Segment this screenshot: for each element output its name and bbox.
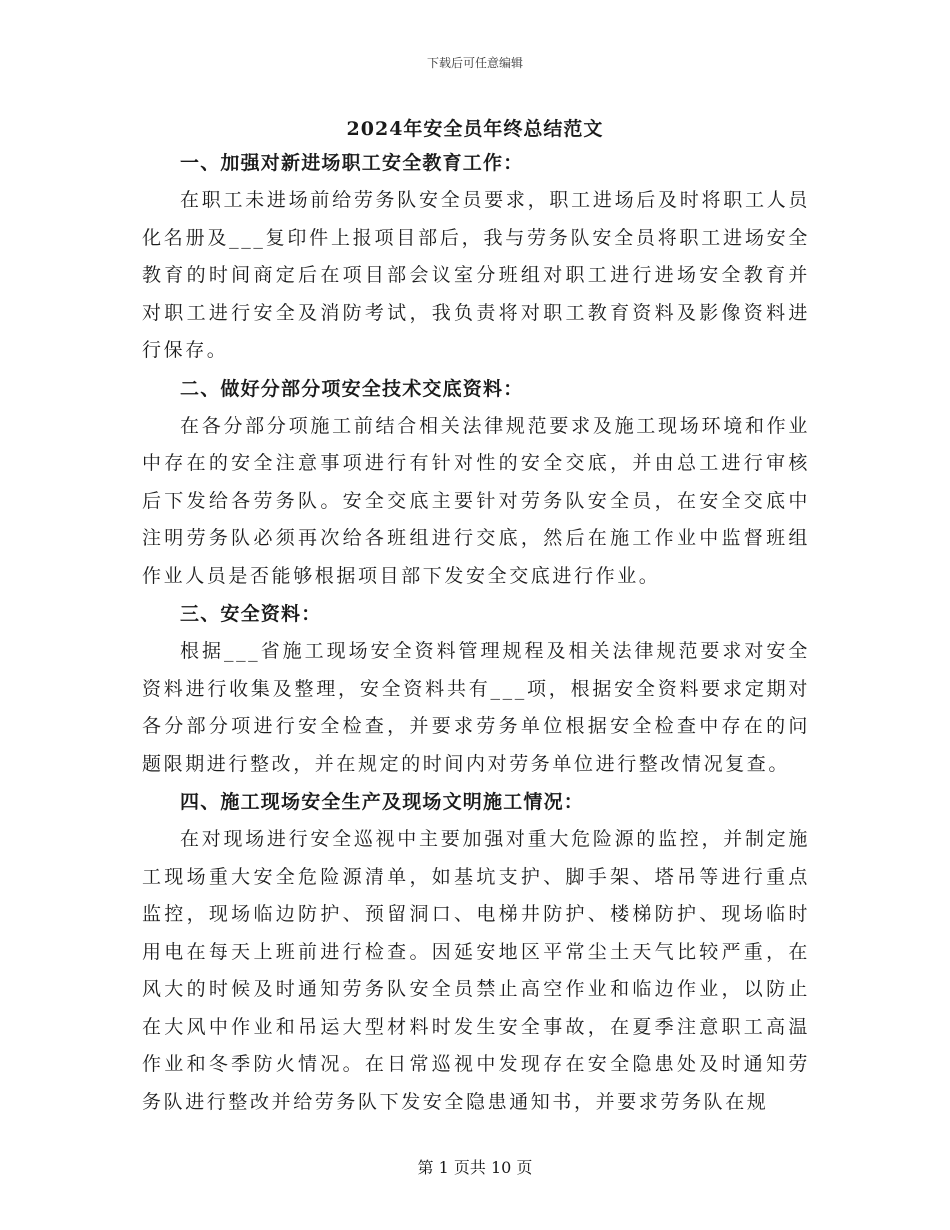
section-heading: 三、安全资料：	[180, 603, 322, 625]
section-heading: 一、加强对新进场职工安全教育工作：	[180, 152, 524, 174]
section-paragraph: 在各分部分项施工前结合相关法律规范要求及施工现场环境和作业中存在的安全注意事项进行有针对性的安全交底，并由总工进行审核后下发给各劳务队。安全交底主要针对劳务队安全员，在安全交底中注明劳务队必须再次给各班组进行交底，然后在施工作业中监督班组作业人员是否能够根据项目部下发安全交底进行作业。	[142, 414, 810, 587]
page-indicator: 第 1 页共 10 页	[417, 1158, 533, 1177]
section-heading: 四、施工现场安全生产及现场文明施工情况：	[180, 791, 585, 813]
section-2	[142, 370, 810, 596]
section-1	[142, 144, 810, 370]
section-4	[142, 783, 810, 1121]
section-heading: 二、做好分部分项安全技术交底资料：	[180, 377, 524, 400]
section-paragraph: 根据___省施工现场安全资料管理规程及相关法律规范要求对安全资料进行收集及整理，安全资料共有___项，根据安全资料要求定期对各分部分项进行安全检查，并要求劳务单位根据安全检查中存在的问题限期进行整改，并在规定的时间内对劳务单位进行整改情况复查。	[142, 640, 810, 775]
header-note: 下载后可任意编辑	[426, 56, 523, 70]
section-3	[142, 595, 810, 783]
section-paragraph: 在职工未进场前给劳务队安全员要求，职工进场后及时将职工人员化名册及___复印件上报项目部后，我与劳务队安全员将职工进场安全教育的时间商定后在项目部会议室分班组对职工进行进场安全教育并对职工进行安全及消防考试，我负责将对职工教育资料及影像资料进行保存。	[142, 189, 810, 361]
document-title: 2024年安全员年终总结范文	[346, 118, 604, 140]
document-body	[142, 144, 810, 1121]
section-paragraph: 在对现场进行安全巡视中主要加强对重大危险源的监控，并制定施工现场重大安全危险源清单，如基坑支护、脚手架、塔吊等进行重点监控，现场临边防护、预留洞口、电梯井防护、楼梯防护、现场临时用电在每天上班前进行检查。因延安地区平常尘土天气比较严重，在风大的时候及时通知劳务队安全员禁止高空作业和临边作业，以防止在大风中作业和吊运大型材料时发生安全事故，在夏季注意职工高温作业和冬季防火情况。在日常巡视中发现存在安全隐患处及时通知劳务队进行整改并给劳务队下发安全隐患通知书，并要求劳务队在规	[142, 828, 810, 1113]
